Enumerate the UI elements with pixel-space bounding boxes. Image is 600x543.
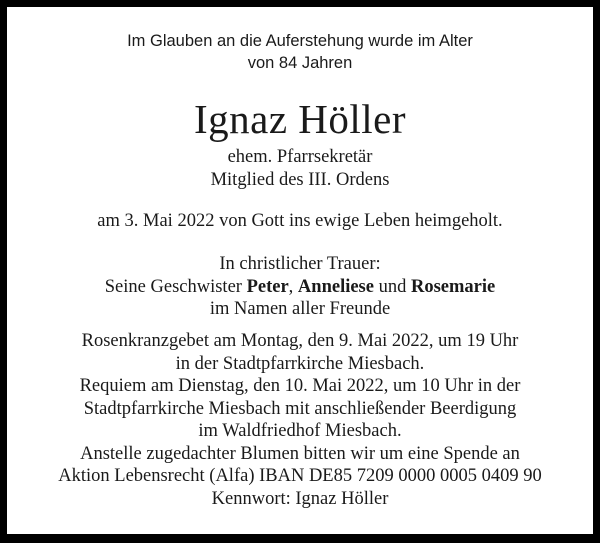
intro-text xyxy=(7,30,593,74)
death-notice xyxy=(7,210,593,233)
mourners-heading: In christlicher Trauer: xyxy=(219,254,381,274)
sibling-name: Anneliese xyxy=(297,276,374,297)
death-notice-text: am 3. Mai 2022 von Gott ins ewige Leben heimgeholt. xyxy=(97,211,503,231)
service-line: Rosenkranzgebet am Montag, den 9. Mai 2022, um 19 Uhr xyxy=(81,331,519,351)
donation-iban-line: Aktion Lebensrecht (Alfa) IBAN DE85 7209 0000 0005 0409 90 xyxy=(58,466,542,486)
siblings-line xyxy=(7,276,593,299)
sibling-name: Rosemarie xyxy=(410,276,496,297)
intro-line-2: von 84 Jahren xyxy=(247,54,353,72)
sibling-name: Peter xyxy=(246,276,289,297)
intro-line-1: Im Glauben an die Auferstehung wurde im Alter xyxy=(127,32,473,50)
title-former-role: ehem. Pfarrsekretär xyxy=(227,147,373,167)
siblings-prefix: Seine Geschwister xyxy=(104,276,247,297)
separator: , xyxy=(288,276,298,297)
mourners-section xyxy=(7,253,593,321)
service-line: Requiem am Dienstag, den 10. Mai 2022, um 10 Uhr in der xyxy=(79,376,521,396)
mourners-closing: im Namen aller Freunde xyxy=(209,299,391,319)
service-line: in der Stadtpfarrkirche Miesbach. xyxy=(175,353,425,374)
service-line: Stadtpfarrkirche Miesbach mit anschließender Beerdigung xyxy=(83,398,517,419)
title-order-membership: Mitglied des III. Ordens xyxy=(210,169,390,190)
deceased-name: Ignaz Höller xyxy=(193,96,407,142)
separator: und xyxy=(373,276,411,297)
deceased-titles xyxy=(7,146,593,191)
obituary-notice xyxy=(7,7,593,534)
donation-line: Anstelle zugedachter Blumen bitten wir um eine Spende an xyxy=(80,443,520,464)
donation-keyword-line: Kennwort: Ignaz Höller xyxy=(211,488,389,509)
service-line: im Waldfriedhof Miesbach. xyxy=(198,421,402,441)
services-section xyxy=(7,330,593,510)
